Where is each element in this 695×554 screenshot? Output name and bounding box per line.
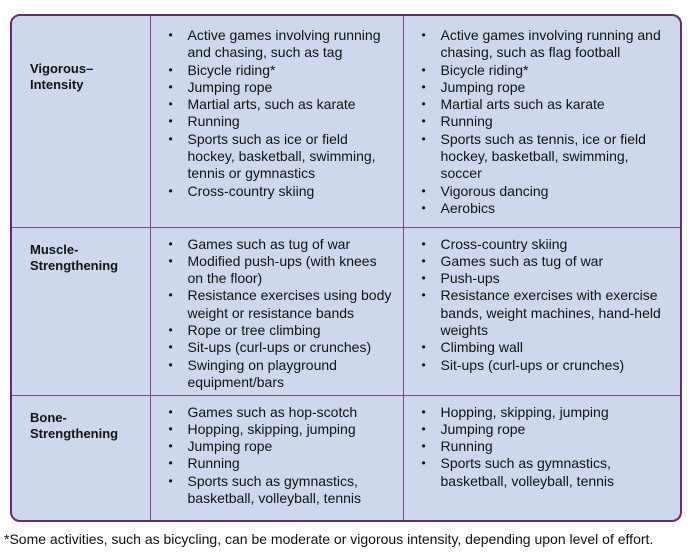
list-item (418, 236, 673, 253)
list-item (165, 339, 395, 356)
list-item (165, 404, 395, 421)
list-item (165, 287, 395, 322)
bullet-icon: • (168, 97, 173, 112)
list-item-text: Cross-country skiing (440, 235, 568, 252)
bullet-icon: • (421, 456, 426, 471)
bullet-icon: • (168, 473, 173, 488)
list-item-text: Active games involving running and chasing, such as flag football (440, 27, 661, 61)
adolescents-cell (403, 16, 680, 227)
bullet-icon: • (168, 322, 173, 337)
list-item-text: Sports such as tennis, ice or field hockey, basketball, swimming, soccer (440, 130, 646, 182)
bullet-icon: • (168, 79, 173, 94)
bullet-icon: • (421, 404, 426, 419)
row-label-line: Strengthening (30, 425, 119, 441)
list-item-text: Sit-ups (curl-ups or crunches) (187, 339, 372, 356)
activity-list (151, 228, 403, 392)
bullet-icon: • (168, 131, 173, 146)
bullet-icon: • (421, 288, 426, 303)
list-item (418, 270, 673, 287)
activity-list (404, 16, 681, 217)
list-item-text: Sports such as ice or field hockey, basketball, swimming, tennis or gymnastics (187, 130, 376, 182)
activity-list (151, 16, 403, 200)
bullet-icon: • (421, 200, 426, 215)
list-item (165, 438, 395, 455)
row-muscle-strengthening (12, 227, 680, 395)
row-label (12, 228, 150, 274)
adolescents-cell (403, 395, 680, 520)
list-item (418, 96, 673, 113)
list-item-text: Resistance exercises with exercise bands, weight machines, hand-held weights (440, 287, 661, 338)
list-item (418, 27, 673, 62)
list-item (418, 339, 673, 356)
bullet-icon: • (421, 131, 426, 146)
list-item (418, 113, 673, 130)
activity-list (404, 396, 681, 490)
bullet-icon: • (168, 288, 173, 303)
list-item (418, 455, 673, 490)
list-item-text: Jumping rope (187, 438, 273, 455)
list-item-text: Jumping rope (440, 420, 526, 437)
list-item (165, 357, 395, 392)
list-item (165, 421, 395, 438)
adolescents-cell (403, 227, 680, 395)
footnote: *Some activities, such as bicycling, can be moderate or vigorous intensity, depending upon level of effort. (4, 531, 654, 547)
list-item (165, 236, 395, 253)
list-item-text: Running (187, 455, 240, 472)
list-item-text: Bicycle riding* (440, 61, 529, 78)
list-item (418, 131, 673, 183)
bullet-icon: • (421, 253, 426, 268)
bullet-icon: • (421, 421, 426, 436)
bullet-icon: • (421, 28, 426, 42)
bullet-icon: • (421, 439, 426, 454)
bullet-icon: • (421, 236, 426, 251)
row-label-line: Bone- (30, 409, 67, 425)
children-cell (150, 16, 403, 227)
bullet-icon: • (421, 114, 426, 129)
list-item (418, 183, 673, 200)
bullet-icon: • (421, 62, 426, 77)
list-item (165, 62, 395, 79)
activity-list (151, 396, 403, 508)
list-item-text: Modified push-ups (with knees on the floor) (187, 252, 377, 287)
list-item (165, 455, 395, 472)
row-vigorous-intensity (12, 16, 680, 227)
row-label-cell (12, 395, 150, 520)
list-item (165, 322, 395, 339)
list-item-text: Sit-ups (curl-ups or crunches) (440, 356, 625, 373)
list-item-text: Martial arts, such as karate (187, 96, 356, 113)
list-item-text: Aerobics (440, 199, 495, 216)
row-label (12, 16, 150, 93)
list-item-text: Games such as tug of war (187, 235, 351, 252)
bullet-icon: • (421, 340, 426, 355)
activity-grid (12, 16, 680, 520)
list-item (418, 421, 673, 438)
list-item-text: Games such as tug of war (440, 252, 604, 269)
list-item (418, 253, 673, 270)
list-item-text: Hopping, skipping, jumping (440, 403, 609, 420)
row-label-line: Strengthening (30, 257, 119, 273)
list-item (165, 183, 395, 200)
list-item (418, 404, 673, 421)
activity-table (10, 14, 682, 522)
children-cell (150, 227, 403, 395)
bullet-icon: • (168, 340, 173, 355)
list-item-text: Swinging on playground equipment/bars (187, 356, 337, 390)
row-label-cell (12, 16, 150, 227)
bullet-icon: • (168, 357, 173, 372)
list-item (418, 287, 673, 339)
list-item (165, 27, 395, 62)
list-item-text: Bicycle riding* (187, 61, 276, 78)
bullet-icon: • (168, 236, 173, 251)
bullet-icon: • (168, 28, 173, 42)
bullet-icon: • (168, 421, 173, 436)
bullet-icon: • (168, 439, 173, 454)
bullet-icon: • (168, 183, 173, 198)
list-item (418, 357, 673, 374)
list-item-text: Jumping rope (440, 78, 526, 95)
list-item (165, 79, 395, 96)
row-label-line: Intensity (30, 77, 84, 92)
list-item (418, 62, 673, 79)
list-item-text: Climbing wall (440, 339, 523, 356)
bullet-icon: • (421, 79, 426, 94)
children-cell (150, 395, 403, 520)
list-item-text: Running (440, 113, 493, 130)
row-label-line: Muscle- (30, 241, 79, 257)
bullet-icon: • (421, 357, 426, 372)
list-item-text: Rope or tree climbing (187, 321, 321, 338)
list-item (165, 113, 395, 130)
list-item-text: Running (440, 438, 493, 455)
row-label (12, 396, 150, 442)
list-item (418, 79, 673, 96)
list-item-text: Cross-country skiing (187, 182, 315, 199)
list-item-text: Push-ups (440, 270, 500, 287)
bullet-icon: • (421, 271, 426, 286)
list-item-text: Hopping, skipping, jumping (187, 420, 356, 437)
list-item-text: Running (187, 113, 240, 130)
list-item-text: Games such as hop-scotch (187, 403, 358, 420)
activity-list (404, 228, 681, 374)
list-item-text: Resistance exercises using body weight or resistance bands (187, 287, 392, 321)
bullet-icon: • (168, 114, 173, 129)
row-label-line: Vigorous– (30, 61, 94, 76)
list-item-text: Jumping rope (187, 78, 273, 95)
bullet-icon: • (421, 183, 426, 198)
list-item (165, 473, 395, 508)
list-item-text: Active games involving running and chasing, such as tag (187, 27, 381, 61)
list-item (165, 96, 395, 113)
bullet-icon: • (168, 456, 173, 471)
list-item-text: Sports such as gymnastics, basketball, volleyball, tennis (187, 472, 362, 506)
list-item (418, 200, 673, 217)
bullet-icon: • (168, 62, 173, 77)
list-item-text: Sports such as gymnastics, basketball, volleyball, tennis (440, 455, 615, 489)
bullet-icon: • (421, 97, 426, 112)
list-item-text: Martial arts such as karate (440, 96, 605, 113)
list-item (165, 131, 395, 183)
row-bone-strengthening (12, 395, 680, 520)
list-item (418, 438, 673, 455)
list-item (165, 253, 395, 288)
list-item-text: Vigorous dancing (440, 182, 549, 199)
bullet-icon: • (168, 404, 173, 419)
bullet-icon: • (168, 253, 173, 268)
row-label-cell (12, 227, 150, 395)
